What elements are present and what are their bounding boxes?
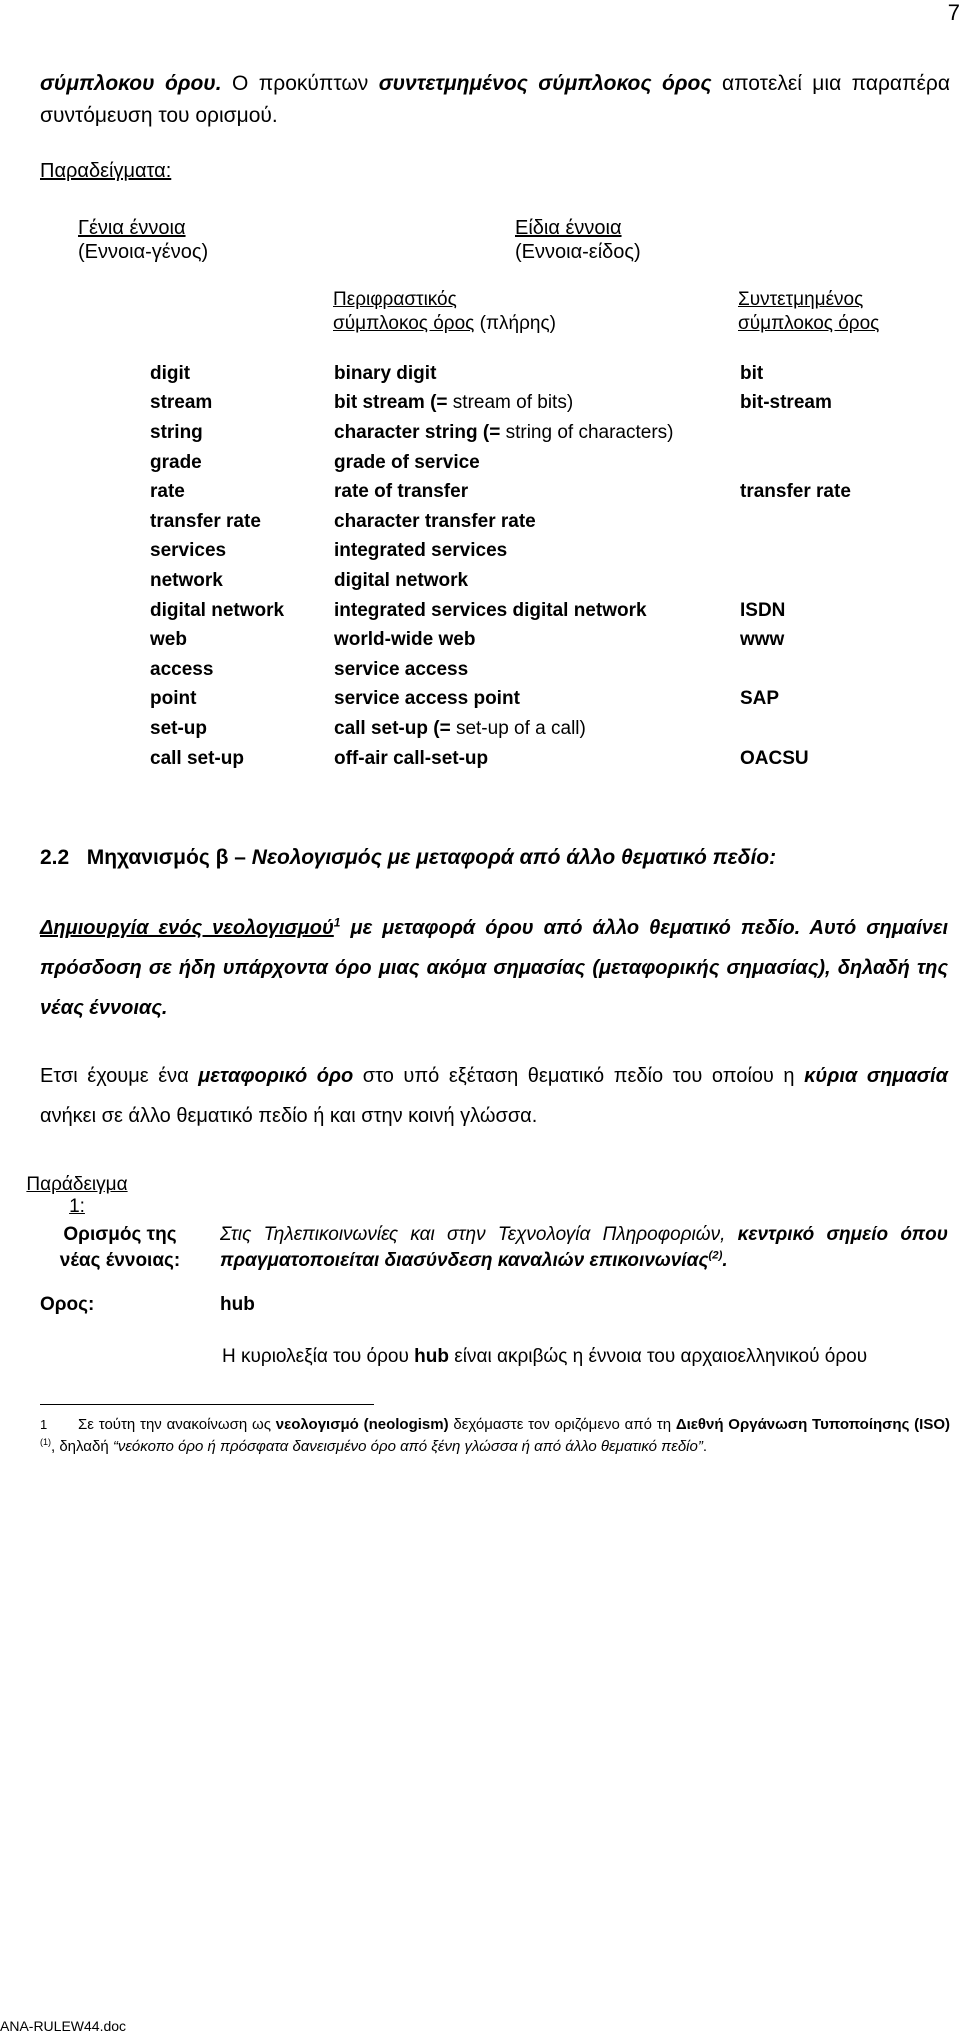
terms-row — [150, 625, 940, 655]
definition-ref: (2) — [708, 1249, 723, 1262]
general-concept: call set-up — [150, 747, 244, 769]
general-concept: point — [150, 688, 197, 710]
section-title-dash: – — [228, 846, 252, 869]
footnote-f: “νεόκοπο όρο ή πρόσφατα δανεισμένο όρο από ξένη γλώσσα ή από άλλο θεματικό πεδίο” — [112, 1438, 703, 1455]
abbreviated-term: transfer rate — [740, 481, 851, 503]
footnote-sup: (1) — [40, 1437, 51, 1447]
header-abbrev-line1: Συντετμημένος — [738, 289, 864, 310]
terms-row — [150, 477, 940, 507]
general-concept: string — [150, 421, 203, 443]
intro-text-2: αποτελεί μια παραπέρα συντόμευση του ορισμού. — [40, 72, 950, 127]
periphrastic-term-text: digital network — [334, 569, 469, 591]
terms-row — [150, 537, 940, 567]
terms-row — [150, 596, 940, 626]
terms-row — [150, 418, 940, 448]
periphrastic-term — [334, 596, 740, 626]
terms-table — [150, 359, 940, 773]
paragraph-metaphor-c: στο υπό εξέταση θεματικό πεδίο του οποίου η — [353, 1065, 805, 1087]
terms-row — [150, 685, 940, 715]
section-title-a: Μηχανισμός β — [86, 846, 229, 869]
periphrastic-term-text: world-wide web — [334, 629, 476, 651]
periphrastic-term — [334, 655, 740, 685]
periphrastic-term — [334, 359, 740, 389]
paragraph-metaphor-e: ανήκει σε άλλο θεματικό πεδίο ή και στην κοινή γλώσσα. — [40, 1105, 538, 1127]
header-periphrastic-line2: σύμπλοκος όρος — [333, 313, 475, 334]
periphrastic-term-text: binary digit — [334, 362, 437, 384]
paragraph-neologism — [40, 908, 948, 1028]
header-abbrev-line2: σύμπλοκος όρος — [738, 313, 880, 334]
document-filename: ANA-RULEW44.doc — [0, 2018, 127, 2034]
periphrastic-term-text: service access — [334, 658, 469, 680]
general-concept: grade — [150, 451, 202, 473]
abbreviated-term: bit-stream — [740, 392, 832, 414]
literal-c: είναι ακριβώς η έννοια του αρχαιοελληνικού όρου — [449, 1346, 868, 1367]
footnote — [40, 1414, 950, 1458]
periphrastic-term-text: call set-up (= — [334, 717, 451, 739]
abbreviated-term: bit — [740, 362, 764, 384]
periphrastic-term — [334, 507, 740, 537]
general-concept: services — [150, 540, 227, 562]
paragraph-metaphor — [40, 1056, 948, 1136]
footnote-mark: 1 — [40, 1417, 48, 1432]
abbreviated-term — [740, 537, 940, 567]
abbreviated-term — [740, 418, 940, 448]
general-concept: web — [150, 629, 187, 651]
paragraph-neologism-rest: με μεταφορά όρου από άλλο θεματικό πεδίο. Αυτό σημαίνει πρόσδοση σε ήδη υπάρχοντα όρο μιας ακόμα σημασίας (μεταφορικής σημασίας), δηλαδή της νέας έννοιας. — [40, 917, 948, 1019]
periphrastic-term-text: character string (= — [334, 421, 501, 443]
terms-row — [150, 655, 940, 685]
header-general-sub: (Εννοια-γένος) — [78, 241, 209, 263]
page-number: 7 — [947, 0, 960, 25]
paragraph-neologism-lead: Δημιουργία ενός νεολογισμού — [40, 917, 334, 939]
definition-label-line1: Ορισμός της — [63, 1224, 177, 1245]
examples-label: Παραδείγματα: — [40, 160, 172, 182]
term-value: hub — [220, 1294, 255, 1315]
header-general-title: Γένια έννοια — [78, 217, 186, 239]
terms-row — [150, 448, 940, 478]
header-periphrastic-note: (πλήρης) — [474, 313, 556, 334]
periphrastic-term-text: bit stream (= — [334, 392, 448, 414]
terms-row — [150, 566, 940, 596]
general-concept: rate — [150, 481, 185, 503]
header-general — [78, 216, 208, 264]
example1-label: Παράδειγμα 1: — [26, 1174, 128, 1217]
periphrastic-term — [334, 389, 740, 419]
periphrastic-term-text: service access point — [334, 688, 520, 710]
paragraph-metaphor-a: Ετσι έχουμε ένα — [40, 1065, 199, 1087]
terms-row — [150, 359, 940, 389]
paragraph-metaphor-b: μεταφορικό όρο — [198, 1065, 354, 1087]
periphrastic-term-text: off-air call-set-up — [334, 747, 489, 769]
footnote-rule — [40, 1404, 374, 1405]
literal-b: hub — [414, 1346, 449, 1367]
header-specific-sub: (Εννοια-είδος) — [515, 241, 641, 263]
abbreviated-term: OACSU — [740, 747, 809, 769]
footnote-b: νεολογισμό (neologism) — [275, 1416, 449, 1433]
periphrastic-term-text: integrated services — [334, 540, 508, 562]
general-concept: digit — [150, 362, 191, 384]
intro-text-1: Ο προκύπτων — [221, 72, 379, 95]
periphrastic-term — [334, 744, 740, 774]
footnote-d: Διεθνή Οργάνωση Τυποποίησης (ISO) — [675, 1416, 950, 1433]
section-number: 2.2 — [40, 846, 70, 869]
header-specific — [515, 216, 641, 264]
abbreviated-term: SAP — [740, 688, 780, 710]
terms-row — [150, 507, 940, 537]
general-concept: access — [150, 658, 214, 680]
definition-text-b: κεντρικό σημείο όπου πραγματοποιείται διασύνδεση καναλιών επικοινωνίας — [220, 1224, 948, 1271]
periphrastic-term — [334, 685, 740, 715]
literal-meaning — [222, 1344, 867, 1370]
periphrastic-term — [334, 477, 740, 507]
footnote-e: , δηλαδή — [51, 1438, 113, 1455]
header-periphrastic — [333, 288, 556, 336]
abbreviated-term — [740, 655, 940, 685]
periphrastic-term-text: grade of service — [334, 451, 480, 473]
abbreviated-term — [740, 448, 940, 478]
footnote-a: Σε τούτη την ανακοίνωση ως — [78, 1416, 276, 1433]
periphrastic-term-text: character transfer rate — [334, 510, 536, 532]
definition-text — [220, 1222, 948, 1274]
literal-a: Η κυριολεξία του όρου — [222, 1346, 415, 1367]
abbreviated-term — [740, 714, 940, 744]
footnote-g: . — [702, 1438, 707, 1455]
section-title-c: Νεολογισμός με μεταφορά από άλλο θεματικό πεδίο: — [251, 846, 777, 869]
general-concept: stream — [150, 392, 213, 414]
abbreviated-term — [740, 566, 940, 596]
term-label: Ορος: — [40, 1294, 95, 1315]
intro-term: σύμπλοκου όρου. — [40, 72, 222, 95]
periphrastic-term-text: rate of transfer — [334, 481, 469, 503]
periphrastic-term-note: stream of bits) — [447, 392, 574, 414]
section-heading — [40, 846, 776, 870]
periphrastic-term — [334, 537, 740, 567]
periphrastic-term — [334, 566, 740, 596]
terms-row — [150, 714, 940, 744]
footnote-ref-1: 1 — [333, 915, 341, 930]
intro-paragraph — [40, 68, 950, 132]
definition-text-c: . — [722, 1250, 728, 1271]
intro-term-2: συντετμημένος σύμπλοκος όρος — [378, 72, 712, 95]
header-periphrastic-line1: Περιφραστικός — [333, 289, 457, 310]
periphrastic-term-text: integrated services digital network — [334, 599, 647, 621]
header-specific-title: Είδια έννοια — [515, 217, 622, 239]
definition-text-a: Στις Τηλεπικοινωνίες και στην Τεχνολογία Πληροφοριών, — [220, 1224, 738, 1245]
periphrastic-term — [334, 625, 740, 655]
general-concept: network — [150, 569, 223, 591]
definition-label-line2: νέας έννοιας: — [59, 1250, 181, 1271]
terms-row — [150, 389, 940, 419]
periphrastic-term-note: set-up of a call) — [450, 717, 586, 739]
definition-label — [40, 1222, 200, 1274]
general-concept: transfer rate — [150, 510, 261, 532]
periphrastic-term — [334, 714, 740, 744]
abbreviated-term: www — [740, 629, 785, 651]
periphrastic-term — [334, 418, 740, 448]
abbreviated-term — [740, 507, 940, 537]
general-concept: digital network — [150, 599, 285, 621]
header-abbrev — [738, 288, 879, 336]
paragraph-metaphor-d: κύρια σημασία — [804, 1065, 948, 1087]
terms-row — [150, 744, 940, 774]
general-concept: set-up — [150, 717, 207, 739]
periphrastic-term-note: string of characters) — [500, 421, 674, 443]
abbreviated-term: ISDN — [740, 599, 786, 621]
periphrastic-term — [334, 448, 740, 478]
footnote-c: δεχόμαστε τον οριζόμενο από τη — [448, 1416, 676, 1433]
